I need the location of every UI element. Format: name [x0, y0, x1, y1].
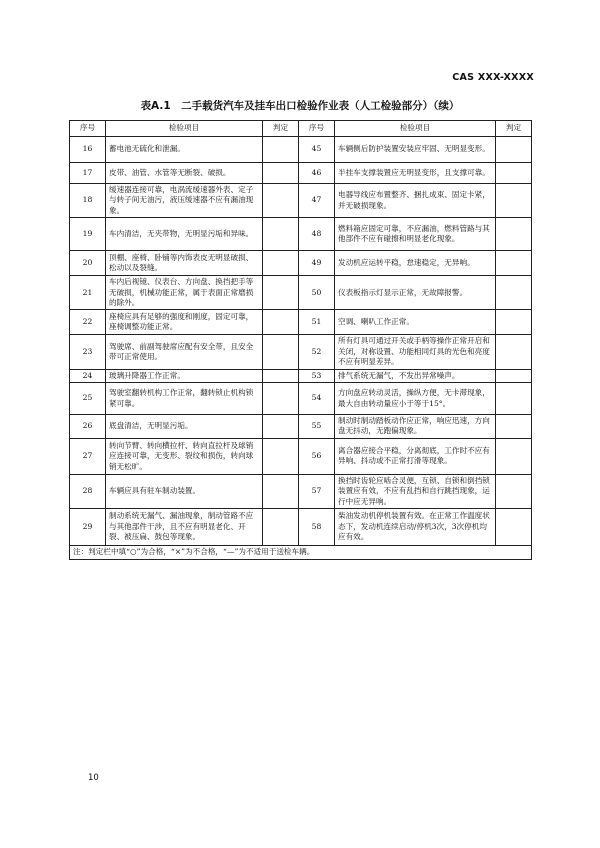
left-num-cell: 24 [70, 369, 106, 382]
left-num-cell: 28 [70, 474, 106, 508]
left-num-cell: 17 [70, 163, 106, 184]
table-row [70, 251, 532, 276]
left-num-cell: 20 [70, 251, 106, 276]
left-judge-cell[interactable] [263, 383, 299, 415]
table-row [70, 276, 532, 310]
left-judge-cell[interactable] [263, 137, 299, 163]
left-item-cell: 车辆应具有驻车制动装置。 [106, 474, 263, 508]
table-row [70, 184, 532, 218]
right-judge-cell[interactable] [496, 474, 532, 508]
right-num-cell: 49 [299, 251, 335, 276]
left-item-cell: 转向节臂、转向横拉杆、转向直拉杆及球销应连接可靠，无变形、裂纹和损伤，转向球销无松旷。 [106, 438, 263, 474]
left-num-cell: 27 [70, 438, 106, 474]
right-num-cell: 50 [299, 276, 335, 310]
table-note: 注：判定栏中填“○”为合格，“×”为不合格，“—”为不适用于送检车辆。 [70, 546, 532, 559]
right-item-cell: 方向盘应转动灵活，操纵方便，无卡滞现象，最大自由转动量应小于等于15°。 [335, 383, 496, 415]
left-item-cell: 车内清洁，无夹带物，无明显污垢和异味。 [106, 218, 263, 251]
left-judge-cell[interactable] [263, 310, 299, 335]
left-num-cell: 21 [70, 276, 106, 310]
col-header-num: 序号 [70, 121, 106, 137]
left-num-cell: 22 [70, 310, 106, 335]
right-judge-cell[interactable] [496, 369, 532, 382]
col-header-judge: 判定 [263, 121, 299, 137]
table-note-row [70, 546, 532, 559]
right-num-cell: 57 [299, 474, 335, 508]
right-num-cell: 47 [299, 184, 335, 218]
left-judge-cell[interactable] [263, 438, 299, 474]
right-num-cell: 48 [299, 218, 335, 251]
inspection-table [69, 120, 532, 560]
left-item-cell: 顶棚、座椅、卧铺等内饰表皮无明显破损、松动以及裂缝。 [106, 251, 263, 276]
left-judge-cell[interactable] [263, 163, 299, 184]
col-header-judge: 判定 [496, 121, 532, 137]
right-judge-cell[interactable] [496, 163, 532, 184]
left-num-cell: 23 [70, 335, 106, 369]
right-judge-cell[interactable] [496, 310, 532, 335]
right-item-cell: 换挡时齿轮应啮合灵便，互锁、自锁和倒挡锁装置应有效，不应有乱挡和自行跳挡现象，运行中应无异响。 [335, 474, 496, 508]
table-row [70, 369, 532, 382]
left-num-cell: 25 [70, 383, 106, 415]
right-judge-cell[interactable] [496, 184, 532, 218]
left-judge-cell[interactable] [263, 335, 299, 369]
right-num-cell: 52 [299, 335, 335, 369]
table-row [70, 474, 532, 508]
right-item-cell: 制动时制动踏板动作应正常，响应迅速，方向盘无抖动，无跑偏现象。 [335, 415, 496, 439]
right-item-cell: 发动机应运转平稳，怠速稳定，无异响。 [335, 251, 496, 276]
left-item-cell: 驾驶席、前副驾驶席应配有安全带，且安全带可正常使用。 [106, 335, 263, 369]
col-header-item: 检验项目 [335, 121, 496, 137]
right-num-cell: 53 [299, 369, 335, 382]
right-item-cell: 燃料箱应固定可靠，不应漏油，燃料管路与其他部件不应有碰擦和明显老化现象。 [335, 218, 496, 251]
right-item-cell: 排气系统无漏气，不发出异常噪声。 [335, 369, 496, 382]
right-judge-cell[interactable] [496, 509, 532, 546]
right-judge-cell[interactable] [496, 415, 532, 439]
right-judge-cell[interactable] [496, 137, 532, 163]
right-judge-cell[interactable] [496, 251, 532, 276]
left-item-cell: 底盘清洁，无明显污垢。 [106, 415, 263, 439]
right-num-cell: 51 [299, 310, 335, 335]
table-row [70, 383, 532, 415]
left-judge-cell[interactable] [263, 276, 299, 310]
right-num-cell: 45 [299, 137, 335, 163]
right-judge-cell[interactable] [496, 218, 532, 251]
right-judge-cell[interactable] [496, 335, 532, 369]
left-num-cell: 19 [70, 218, 106, 251]
left-item-cell: 蓄电池无硫化和泄漏。 [106, 137, 263, 163]
table-row [70, 137, 532, 163]
right-num-cell: 54 [299, 383, 335, 415]
left-judge-cell[interactable] [263, 251, 299, 276]
left-item-cell: 驾驶室翻转机构工作正常，翻转锁止机构锁紧可靠。 [106, 383, 263, 415]
table-title: 表A.1 二手载货汽车及挂车出口检验作业表（人工检验部分）（续） [140, 100, 460, 112]
right-item-cell: 仪表板指示灯显示正常，无故障报警。 [335, 276, 496, 310]
left-num-cell: 26 [70, 415, 106, 439]
table-row [70, 415, 532, 439]
left-judge-cell[interactable] [263, 415, 299, 439]
right-item-cell: 离合器应接合平稳，分离彻底，工作时不应有异响、抖动或不正常打滑等现象。 [335, 438, 496, 474]
table-row [70, 509, 532, 546]
table-header-row [70, 121, 532, 137]
left-judge-cell[interactable] [263, 474, 299, 508]
left-item-cell: 座椅应具有足够的强度和刚度，固定可靠，座椅调整功能正常。 [106, 310, 263, 335]
table-row [70, 163, 532, 184]
left-judge-cell[interactable] [263, 218, 299, 251]
left-judge-cell[interactable] [263, 509, 299, 546]
right-num-cell: 58 [299, 509, 335, 546]
col-header-num: 序号 [299, 121, 335, 137]
left-item-cell: 车内后视镜、仪表台、方向盘、换挡把手等无破损，机械功能正常，属于表面正常磨损的除外。 [106, 276, 263, 310]
right-item-cell: 电器导线应布置整齐、捆扎成束、固定卡紧，并无破损现象。 [335, 184, 496, 218]
right-judge-cell[interactable] [496, 438, 532, 474]
right-judge-cell[interactable] [496, 383, 532, 415]
right-item-cell: 所有灯具可通过开关或手柄等操作正常开启和关闭，对称设置、功能相同灯具的光色和亮度不应有明显差异。 [335, 335, 496, 369]
right-num-cell: 46 [299, 163, 335, 184]
left-judge-cell[interactable] [263, 369, 299, 382]
right-item-cell: 柴油发动机停机装置有效。在正常工作温度状态下，发动机连续启动/停机3次，3次停机均应有效。 [335, 509, 496, 546]
left-item-cell: 制动系统无漏气、漏油现象，制动管路不应与其他部件干涉，且不应有明显老化、开裂、被压扁、鼓包等现象。 [106, 509, 263, 546]
left-num-cell: 29 [70, 509, 106, 546]
right-num-cell: 56 [299, 438, 335, 474]
col-header-item: 检验项目 [106, 121, 263, 137]
document-code: CAS XXX-XXXX [452, 72, 534, 83]
table-row [70, 438, 532, 474]
right-item-cell: 半挂车支撑装置应无明显变形，且支撑可靠。 [335, 163, 496, 184]
right-item-cell: 车辆侧后防护装置安装应牢固、无明显变形。 [335, 137, 496, 163]
right-judge-cell[interactable] [496, 276, 532, 310]
left-num-cell: 16 [70, 137, 106, 163]
page-number: 10 [88, 773, 99, 783]
left-item-cell: 玻璃升降器工作正常。 [106, 369, 263, 382]
left-item-cell: 皮带、油管、水管等无断裂、破损。 [106, 163, 263, 184]
right-num-cell: 55 [299, 415, 335, 439]
left-judge-cell[interactable] [263, 184, 299, 218]
left-num-cell: 18 [70, 184, 106, 218]
right-item-cell: 空调、喇叭工作正常。 [335, 310, 496, 335]
table-row [70, 310, 532, 335]
table-row [70, 218, 532, 251]
left-item-cell: 缓速器连接可靠，电涡流缓速器外表、定子与转子间无油污，液压缓速器不应有漏油现象。 [106, 184, 263, 218]
table-row [70, 335, 532, 369]
